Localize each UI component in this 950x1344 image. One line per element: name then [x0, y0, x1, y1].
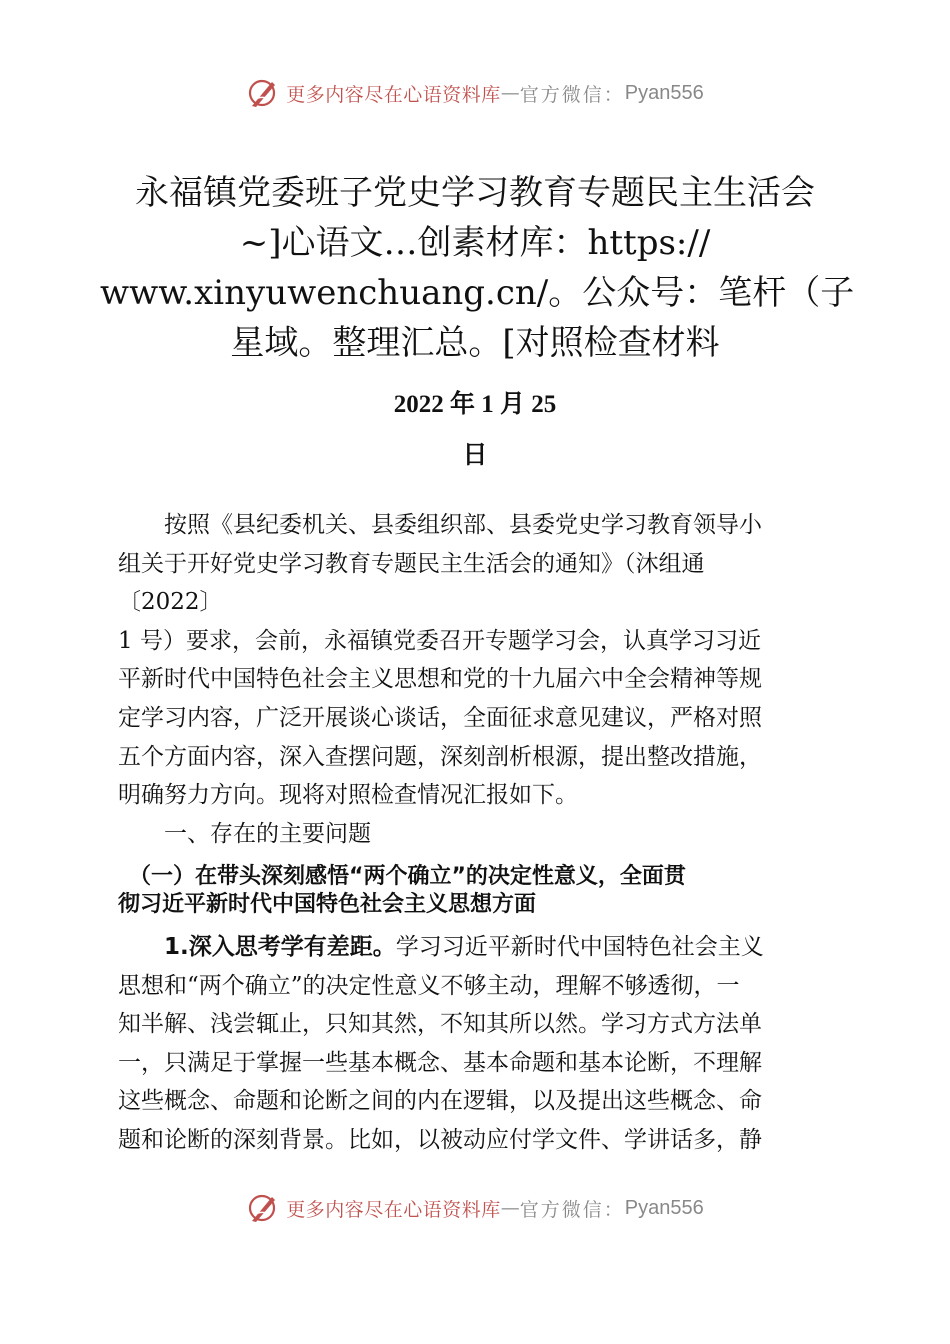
paragraph-line: [118, 928, 833, 967]
paragraph-line: 明确努力方向。现将对照检查情况汇报如下。: [118, 782, 578, 809]
point-1-text: 学习习近平新时代中国特色社会主义: [395, 934, 764, 960]
document-date-line-2: 日: [462, 440, 488, 469]
banner-brand-text: 更多内容尽在心语资料库: [286, 83, 501, 106]
title-line-4: 星域。整理汇总。[对照检查材料: [230, 323, 720, 363]
paragraph-line: 定学习内容，广泛开展谈心谈话，全面征求意见建议，严格对照: [118, 704, 762, 731]
document-title: [100, 168, 855, 368]
quill-pen-logo-icon: [246, 76, 280, 110]
paragraph-line: 知半解、浅尝辄止，只知其然，不知其所以然。学习方式方法单: [118, 1011, 762, 1038]
paragraph-line: 五个方面内容，深入查摆问题，深刻剖析根源，提出整改措施，: [118, 743, 762, 770]
document-date-line-1: 2022 年 1 月 25: [393, 391, 557, 418]
quill-pen-logo-icon: [246, 1191, 280, 1225]
subsection-heading-line: 彻习近平新时代中国特色社会主义思想方面: [118, 892, 537, 917]
section-heading-1: 一、存在的主要问题: [118, 820, 371, 847]
banner-wechat-id: Pyan556: [624, 81, 704, 104]
banner-wechat-id: Pyan556: [624, 1196, 704, 1219]
paragraph-line: 题和论断的深刻背景。比如，以被动应付学文件、学讲话多，静: [118, 1126, 762, 1153]
point-1-paragraph: [118, 928, 833, 1160]
subsection-heading-line: （一）在带头深刻感悟“两个确立”的决定性意义，全面贯: [118, 864, 686, 889]
paragraph-line: 一，只满足于掌握一些基本概念、基本命题和基本论断，不理解: [118, 1049, 762, 1076]
banner-brand-text: 更多内容尽在心语资料库: [286, 1198, 501, 1221]
title-line-1: 永福镇党委班子党史学习教育专题民主生活会: [135, 173, 815, 213]
title-line-3: www.xinyuwenchuang.cn/。公众号：笔杆（子: [100, 273, 855, 313]
header-watermark-banner: [0, 73, 950, 113]
subsection-heading: [118, 863, 838, 919]
paragraph-line: 思想和“两个确立”的决定性意义不够主动，理解不够透彻，一: [118, 972, 740, 999]
title-line-2: ~]心语文…创素材库：https://: [239, 223, 711, 263]
point-1-lead: 1.深入思考学有差距。: [118, 934, 396, 960]
banner-dash: —: [500, 82, 520, 104]
banner-wechat-label: 官方微信：: [519, 83, 625, 106]
paragraph-line: 1 号）要求，会前，永福镇党委召开专题学习会，认真学习习近: [118, 627, 761, 654]
paragraph-line: 〔2022〕: [118, 589, 223, 616]
footer-watermark-banner: [0, 1188, 950, 1228]
paragraph-line: 组关于开好党史学习教育专题民主生活会的通知》（沐组通: [118, 550, 705, 577]
paragraph-line: 平新时代中国特色社会主义思想和党的十九届六中全会精神等规: [118, 666, 762, 693]
intro-paragraph: [118, 506, 833, 853]
paragraph-line: 按照《县纪委机关、县委组织部、县委党史学习教育领导小: [118, 512, 762, 538]
paragraph-line: 这些概念、命题和论断之间的内在逻辑，以及提出这些概念、命: [118, 1088, 762, 1115]
banner-dash: —: [500, 1197, 520, 1219]
banner-wechat-label: 官方微信：: [519, 1198, 625, 1221]
